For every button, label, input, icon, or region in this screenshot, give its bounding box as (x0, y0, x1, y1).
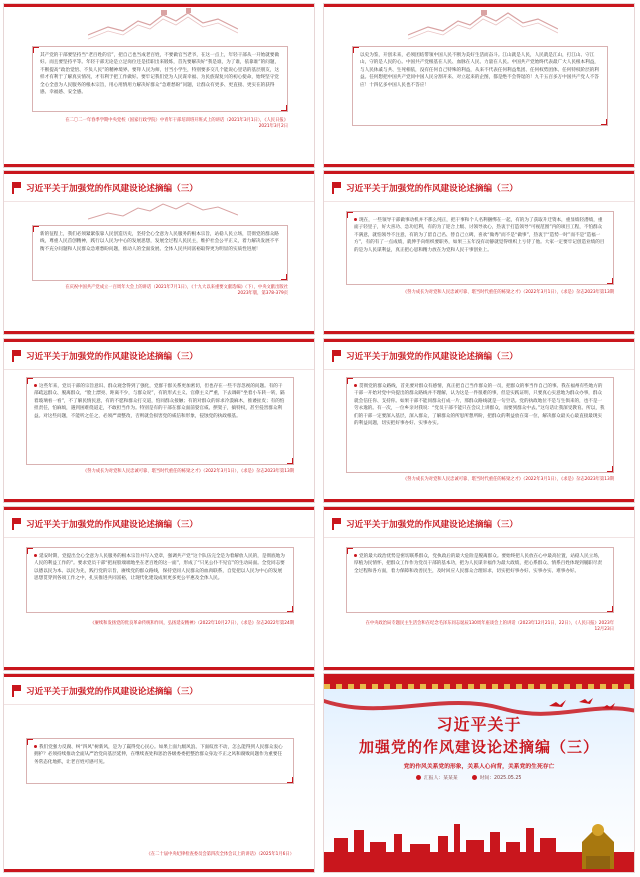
slide-header (4, 342, 314, 370)
slide-2[interactable] (323, 3, 635, 168)
quote-box (346, 547, 614, 613)
slide-8[interactable] (323, 506, 635, 671)
slide-9[interactable] (3, 673, 315, 873)
quote-box (26, 738, 294, 784)
quote-box (346, 377, 614, 473)
slide-bottom-bar (324, 869, 634, 872)
user-icon (416, 775, 421, 780)
slide-bottom-bar (4, 164, 314, 167)
slide-title: 习近平关于加强党的作风建设论述摘编（三） (346, 519, 518, 530)
slide-title: 习近平关于加强党的作风建设论述摘编（三） (346, 183, 518, 194)
great-wall-icon (408, 7, 558, 41)
citation: 《在二十届中央纪律检查委员会第四次全体会议上的讲话》（2025年1月6日） (146, 852, 294, 857)
quote-text: 新的征程上，我们必须紧紧依靠人民创造历史，坚持全心全意为人民服务的根本宗旨，站稳人民立场，贯彻党的群众路线，尊重人民首创精神，践行以人民为中心的发展思想，发展全过程人民民主，维护社会公平正义，着力解决发展不平衡不充分问题和人民群众急难愁盼问题，推动人的全面发展、全体人民共同富裕取得更为明显的实质性进展！ (40, 232, 279, 252)
title-top-band (324, 674, 634, 684)
quote-text: 我们党强力反腐、纠“四风”树新风，是为了赢得党心民心。如果上面九级风浪、下面纹丝不动，怎么能得到人民群众衷心拥护？必须持续推动全面从严治党向基层延伸，在继续查处和惩治各级委委把整治群众身边不正之风和腐败问题作为重要任务常态化地抓，让老百姓可感可见。 (34, 745, 283, 765)
date-text: 时间：2025.05.25 (479, 776, 522, 781)
title-meta (416, 774, 521, 781)
quote-text: 贯彻党的群众路线，首先要对群众有感情，真正把自己当作群众的一员，把群众的事当作自己的事。我在福州有些地方的干部一开始对党中央提出的群众路线并不理解，认为这是一件很难的事，但是实践证明，只要真心实意地为群众办事，群众就会信任你、支持你。如果干部不能同群众打成一片，那群众路线就是一句空话。党的执政地位不是与生俱来的，也不是一劳永逸的。有一次，一位乡亲对我说：“党员干部不能只在会议上讲群众，而要到群众中去。”这句话让我深受教育。所以，我们的干部一定要深入基层，深入群众，了解群众的所思所想所盼，把群众的利益放在第一位，解决群众最关心最直接最现实的利益问题，切实把好事办好、实事办实。 (354, 384, 605, 427)
quote-box (26, 377, 294, 465)
clock-icon (472, 775, 477, 780)
slide-title: 习近平关于加强党的作风建设论述摘编（三） (26, 686, 198, 697)
title-line-2: 加强党的作风建设论述摘编（三） (358, 738, 599, 756)
citation: 《努力成长为对党和人民忠诚可靠、堪当时代重任的栋梁之才》（2022年3月1日），《求是》杂志2023年第13期 (402, 290, 614, 295)
quote-text: 现在，一些领导干部做事动机并不那么纯正，把干事和个人名利捆绑在一起，有的为了获取升迁资本，重显绩轻潜绩，重面子轻里子，好大喜功、急功近利，有的为了迎合上级、讨领导欢心，热衷于打造领导“可视范围”内的项目工程，不怕群众不满意，就怕领导不注意，有的为了留自己名、替自己立碑，喜欢“做秀”而不是“做事”，热衷于“造势一时”而不是“造福一方”，有的有了一点成绩，就伸手向组织要职务，如果三五年没有动静就觉得组织上亏待了他。大家一定要牢记创造业绩的目的是为人民谋利益，真正把心思和精力放在为党和人民干事创业上。 (354, 218, 605, 253)
flag-icon (332, 350, 341, 362)
bullet-dot (34, 384, 37, 387)
slide-7[interactable] (3, 506, 315, 671)
citation: 《赓续和发扬党的优良革命传统和作风，弘扬延安精神》（2022年10月27日），《求是》杂志2022年第24期 (90, 621, 294, 626)
flag-icon (332, 518, 341, 530)
slide-5[interactable] (3, 338, 315, 503)
slide-title: 习近平关于加强党的作风建设论述摘编（三） (26, 183, 198, 194)
slide-header (4, 510, 314, 538)
quote-box (26, 547, 294, 613)
date-field (472, 774, 522, 781)
citation: 在二〇二一年春季学期中央党校（国家行政学院）中青年干部培训班开班式上的讲话（2021年3月1日），《人民日报》2021年3月2日 (65, 118, 288, 129)
slide-header (324, 342, 634, 370)
slide-header (4, 677, 314, 705)
slide-bottom-bar (324, 164, 634, 167)
slide-4[interactable] (323, 170, 635, 335)
quote-text: 其产党的干部要坚持当“老百姓的官”，把自己也当成老百姓，不要做官当老爷，在这一点上，年轻干部从一开始就要做好。而且要坚持平等。年轻干部无论是立足岗位还是挂职出来锻炼，首先要解决好“我是谁，为了谁，依靠谁”的问题，不断提高“政治觉悟、不负人民”的精神境界。要拜人民为师，甘当小学生，特别要多交几个能说心里话的基层朋友，这样才有利于了解真实情况，才有利于把工作做好。要牢记我们党为人民谋幸福、为民族谋复兴的初心使命，始终坚守党全心全意为人民服务的根本宗旨，用心用情用力解决好群众“急难愁盼”问题，让群众有更多、更直接、更实在的获得感、幸福感、安全感。 (40, 53, 280, 96)
slide-3[interactable] (3, 170, 315, 335)
quote-box (32, 225, 288, 281)
flag-icon (332, 182, 341, 194)
bullet-dot (34, 745, 37, 748)
title-slide[interactable] (323, 673, 635, 873)
great-wall-icon (88, 7, 238, 41)
flag-icon (12, 685, 21, 697)
citation: 在中央政治局专题民主生活会和在纪念毛泽东同志诞辰130周年座谈会上的讲话（2023年12月21日、22日），《人民日报》2023年12月23日 (365, 621, 614, 632)
flag-icon (12, 518, 21, 530)
citation: 《努力成长为对党和人民忠诚可靠、堪当时代重任的栋梁之才》（2022年3月1日），《求是》杂志2023年第13期 (82, 469, 294, 474)
doves-icon (544, 694, 624, 714)
slide-header (324, 174, 634, 202)
flag-icon (12, 182, 21, 194)
slide-bottom-bar (4, 667, 314, 670)
quote-text: 党的最大政治优势是密切联系群众，党执政后的最大危险是脱离群众。要始终把人民放在心中最高位置，站稳人民立场，厚植为民情怀，把群众工作作为党员干部的基本功，把为人民谋幸福作为最大政绩，把心系群众、情系百姓体现到履职尽责全过程和各方面，着力保障和改善民生，及时回应人民群众合理诉求，切实把好事办好、实事办实、难事办好。 (354, 554, 603, 574)
bullet-dot (354, 218, 357, 221)
title-subtitle: 党的作风关系党的形象，关系人心向背，关系党的生死存亡 (403, 764, 555, 770)
slide-1[interactable] (3, 3, 315, 168)
slide-6[interactable] (323, 338, 635, 503)
citation: 在庆祝中国共产党成立一百周年大会上的讲话（2021年7月1日），《十九大以来重要文献选编》（下），中央文献出版社2023年版，第378-379页 (65, 285, 288, 296)
quote-box (352, 46, 608, 126)
slide-bottom-bar (324, 667, 634, 670)
slide-header (4, 174, 314, 202)
bullet-dot (34, 554, 37, 557)
quote-text: 这些年来，党员干部的宗旨意识、群众观念得到了强化，党群干群关系更加密切，但也存在一些不容忽视的问题。有的干部疏远群众、脱离群众，“脸上漂亮、距离不少，与群众说”，有的形式主义、官僚主义严重，下去调研“坐着小车转一转，隔着玻璃看一看”，不了解民情民意，有的不愿和群众打交道，怕同群众接触；有的对群众的诉求冷漠麻木，推诿扯皮；有的怕担责任，怕麻烦，遇到困难绕道走，不敢担当作为。特别是有的干部在群众面前耍官威、摆架子，搞特权，甚至侵害群众利益。对这些问题，不能听之任之，必须严肃整改，否则就会损害党的威信和形象，侵蚀党的执政根基。 (34, 384, 285, 419)
citation: 《努力成长为对党和人民忠诚可靠、堪当时代重任的栋梁之才》（2022年3月1日），《求是》杂志2023年第13期 (402, 477, 614, 482)
slide-title: 习近平关于加强党的作风建设论述摘编（三） (26, 351, 198, 362)
flag-icon (12, 350, 21, 362)
quote-box (346, 211, 614, 285)
title-line-1: 习近平关于 (436, 715, 522, 734)
great-wall-icon (88, 201, 238, 223)
slide-header (324, 510, 634, 538)
reporter-text: 汇报人：某某某 (424, 776, 458, 781)
bullet-dot (354, 554, 357, 557)
bullet-dot (354, 384, 357, 387)
slide-bottom-bar (4, 869, 314, 872)
quote-text: 以史为鉴，开创未来，必须团结带领中国人民不断为美好生活而奋斗。江山就是人民，人民就是江山，打江山、守江山，守的是人民的心。中国共产党根基在人民、血脉在人民、力量在人民。中国共产党始终代表最广大人民根本利益，与人民休戚与共、生死相依，没有任何自己特殊的利益，从来不代表任何利益集团、任何权势团体、任何特权阶层的利益。任何想把中国共产党同中国人民分割开来、对立起来的企图，都是绝不会得逞的！九千五百多万中国共产党人不答应！十四亿多中国人民也不答应！ (360, 53, 599, 88)
slide-bottom-bar (4, 331, 314, 334)
city-skyline-icon (324, 812, 635, 872)
slide-bottom-bar (324, 331, 634, 334)
slide-title: 习近平关于加强党的作风建设论述摘编（三） (26, 519, 198, 530)
quote-text: 延安时期，党提出全心全意为人民服务的根本宗旨并写入党章，强调共产党“这个队伍完全是为着解放人民的，是彻底地为人民的利益工作的”。要求党员干部“把屁股端端地坐在老百姓的这一面”，形成了“只见公仆不见官”的生动局面。全党同志要以德以民为本、以民为先，践行党的宗旨，赓续党的群众路线，保持党同人民群众的血肉联系，自觉把以人民为中心的发展思想贯穿到各项工作之中，扎实推进共同富裕，让现代化建设成果更多更公平惠及全体人民。 (34, 554, 285, 582)
quote-box (32, 46, 288, 112)
slide-title: 习近平关于加强党的作风建设论述摘编（三） (346, 351, 518, 362)
slide-bottom-bar (4, 499, 314, 502)
reporter-field (416, 774, 458, 781)
slide-bottom-bar (324, 499, 634, 502)
